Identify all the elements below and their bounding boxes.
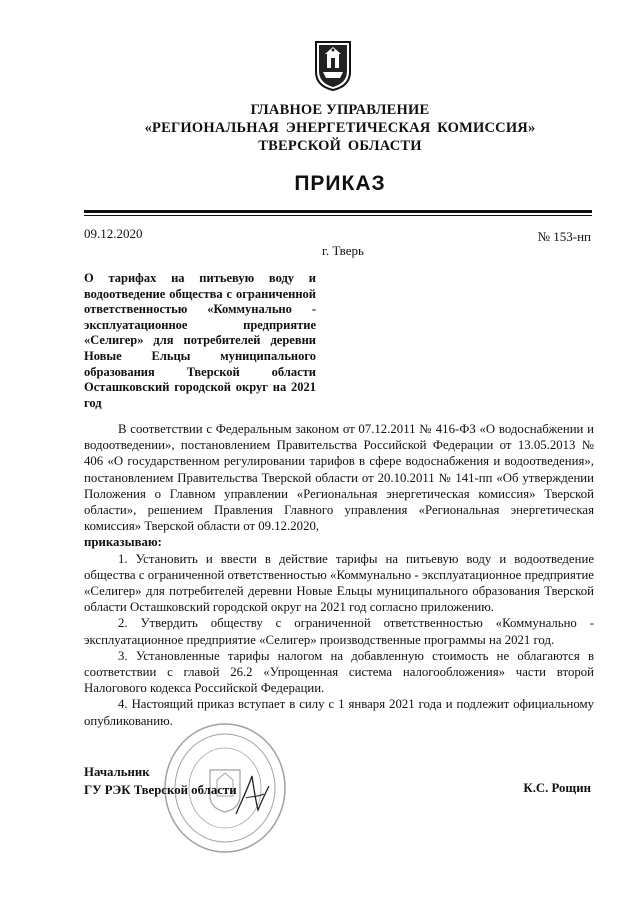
preamble-paragraph: В соответствии с Федеральным законом от 07.12.2011 № 416-ФЗ «О водоснабжении и водоотведении», постановлением Правительства Российской Федерации от 13.05.2013 № 406 «О государственном регулировании тарифов в сфере водоснабжения и водоотведения», постановлением Правительства Тверской области от 20.10.2011 № 141-пп «Об утверждении Положения о Главном управлении «Региональная энергетическая комиссия» Тверской области», решением Правления Главного управления «Региональная энергетическая комиссия» Тверской области от 09.12.2020, <box>84 422 594 534</box>
order-city: г. Тверь <box>322 243 364 258</box>
order-date: 09.12.2020 <box>84 226 143 241</box>
org-name-line-1: ГЛАВНОЕ УПРАВЛЕНИЕ <box>250 102 430 118</box>
order-item: 2. Утвердить обществу с ограниченной ответственностью «Коммунально - эксплуатационное предприятие «Селигер» производственные программы на 2021 год. <box>84 616 594 647</box>
order-subject: О тарифах на питьевую воду и водоотведение общества с ограниченной ответственностью «Коммунально - эксплуатационное предприятие «Селигер» для потребителей деревни Новые Ельцы муниципального образования Тверской области Осташковский городской округ на 2021 год <box>84 271 316 410</box>
header-divider-thin <box>84 215 592 216</box>
signatory-name: К.С. Рощин <box>523 781 591 795</box>
header-divider-thick <box>84 210 592 213</box>
order-number: № 153-нп <box>537 229 591 244</box>
handwritten-signature-icon <box>232 770 272 820</box>
signatory-position-line-2: ГУ РЭК Тверской области <box>84 783 237 797</box>
order-item: 3. Установленные тарифы налогом на добавленную стоимость не облагаются в соответствии с главой 26.2 «Упрощенная система налогообложения» части второй Налогового кодекса Российской Федерации. <box>84 648 594 696</box>
order-item: 1. Установить и ввести в действие тарифы на питьевую воду и водоотведение общества с ограниченной ответственностью «Коммунально - эксплуатационное предприятие «Селигер» для потребителей деревни Новые Ельцы муниципального образования Тверской области Осташковский городской округ на 2021 год согласно приложению. <box>84 551 594 615</box>
signatory-position <box>84 763 237 799</box>
order-body <box>84 421 594 729</box>
order-item: 4. Настоящий приказ вступает в силу с 1 января 2021 года и подлежит официальному опубликованию. <box>84 697 594 728</box>
document-title: ПРИКАЗ <box>294 172 386 195</box>
signatory-position-line-1: Начальник <box>84 765 150 779</box>
org-name-line-2: «РЕГИОНАЛЬНАЯ ЭНЕРГЕТИЧЕСКАЯ КОМИССИЯ» <box>144 120 536 136</box>
decree-word: приказываю: <box>84 535 162 550</box>
org-name-line-3: ТВЕРСКОЙ ОБЛАСТИ <box>258 138 422 154</box>
coat-of-arms-icon <box>313 38 353 92</box>
